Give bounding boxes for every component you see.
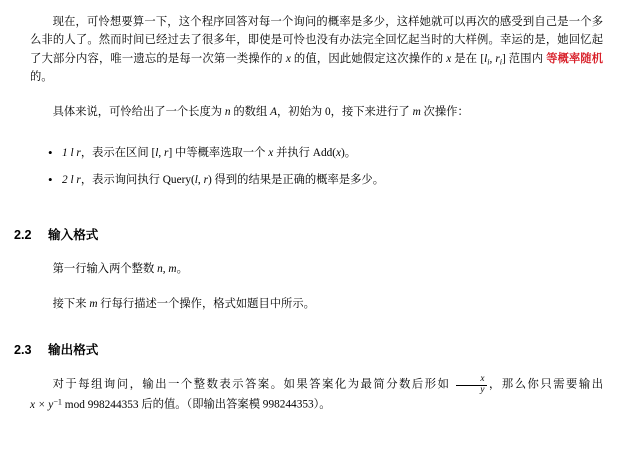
mod-expr-mod: mod 998244353 (64, 398, 139, 411)
paragraph-setup (0, 103, 641, 121)
math-interval-lr-1 (151, 147, 172, 159)
op2-text-2: 得到的结果是正确的概率是多少。 (211, 173, 385, 186)
op1-text-2: 中等概率选取一个 (172, 146, 269, 159)
output-text-1: 对于每组询问，输出一个整数表示答案。如果答案化为最简分数后形如 (52, 378, 455, 391)
math-add-call (313, 147, 345, 159)
math-r-2: r (164, 146, 169, 159)
add-fn-close: ) (341, 146, 345, 159)
comma-sep-2: , (158, 146, 165, 159)
input-line1-text: 第一行输入两个整数 (52, 262, 158, 275)
math-query-call (163, 174, 212, 186)
math-m-2: m (89, 298, 98, 311)
spacer-between-input-paras (0, 278, 641, 295)
query-arg-l: l (194, 173, 198, 186)
output-text-2: ，那么你只需要输出 (487, 378, 603, 391)
math-A: A (270, 106, 277, 119)
math-m-1: m (412, 106, 421, 119)
paragraph-intro (0, 13, 641, 86)
fraction-denominator: y (480, 384, 485, 395)
math-l-subscript: i (487, 56, 490, 66)
comma-sep: , (489, 52, 496, 65)
paragraph-intro-text-1: 现在，可怜想要算一下，这个程序回答对每一个询问的概率是多少，这样她就可以再次的感受到自己是一个多么非的人了。然而时间已经过去了很多年，即使是可怜也没有办法完全回忆起当时的大样例。幸运的是，她回忆起了大部分内容，唯一遗忘的是每一次第一类操作的 (30, 16, 603, 65)
math-mod-expression (30, 399, 139, 411)
bullet-icon: • (48, 144, 53, 160)
op2-text-1: 表示询问执行 (92, 173, 163, 186)
query-fn-close: ) (207, 173, 212, 186)
op2-label: 2 l r (62, 173, 81, 186)
op1-text-1: 表示在区间 (92, 146, 152, 159)
bullet-icon: • (48, 171, 53, 187)
math-x-3: x (268, 146, 274, 159)
paragraph-setup-text-4: 次操作： (420, 106, 469, 119)
query-fn-name: Query( (162, 173, 195, 186)
spacer-after-heading-22 (0, 243, 641, 260)
paragraph-setup-text-2: 的数组 (230, 106, 271, 119)
input-lines-text-1: 接下来 (52, 298, 90, 311)
list-item (48, 171, 603, 189)
top-spacer (0, 0, 641, 13)
paragraph-input-line1 (0, 260, 641, 278)
add-arg: x (336, 146, 342, 159)
section-number: 2.2 (14, 227, 32, 242)
paragraph-intro-text-3: 是在 (451, 52, 481, 65)
mod-expr-exponent: −1 (53, 397, 62, 407)
math-fraction-x-over-y (456, 375, 487, 395)
math-l: l (484, 52, 488, 65)
bracket-close: ] (502, 52, 506, 65)
section-title: 输入格式 (48, 227, 99, 242)
section-heading-output-format (0, 339, 641, 358)
section-title: 输出格式 (48, 343, 99, 358)
paragraph-setup-text-1: 具体来说，可怜给出了一个长度为 (52, 106, 225, 119)
math-interval-li-ri (480, 53, 505, 65)
paragraph-intro-text-4: 范围内 (505, 52, 547, 65)
math-r-subscript: i (499, 56, 502, 66)
input-line1-end: 。 (176, 262, 188, 275)
bracket-close-2: ] (168, 146, 173, 159)
spacer-before-list (0, 122, 641, 144)
mod-expr-base: x × y (30, 398, 54, 411)
output-text-3: 后的值。（即输出答案模 998244353）。 (138, 398, 331, 411)
spacer-after-heading-23 (0, 358, 641, 375)
math-x-1: x (285, 52, 291, 65)
paragraph-input-lines (0, 295, 641, 313)
section-number: 2.3 (14, 343, 32, 358)
op1-label: 1 l r (62, 146, 81, 159)
op1-sep: ， (80, 146, 93, 159)
list-item (48, 144, 603, 162)
spacer-before-section-23 (0, 313, 641, 339)
bracket-open: [ (480, 52, 485, 65)
section-heading-input-format (0, 224, 641, 243)
spacer-before-section-22 (0, 198, 641, 224)
op1-text-4: 。 (344, 146, 357, 159)
math-r: r (495, 52, 500, 65)
paragraph-setup-text-3: ，初始为 0，接下来进行了 (276, 106, 413, 119)
math-l-2: l (155, 146, 159, 159)
add-fn-name: Add( (312, 146, 337, 159)
paragraph-output (0, 375, 641, 414)
fraction-numerator: x (456, 375, 487, 385)
op2-sep: ， (80, 173, 93, 186)
paragraph-intro-text-2: 的值，因此她假定这次操作的 (290, 52, 447, 65)
operation-list (0, 144, 641, 189)
query-arg-r: r (203, 173, 208, 186)
math-x-2: x (446, 52, 452, 65)
math-n-1: n (224, 106, 231, 119)
paragraph-intro-text-5: 的。 (30, 71, 53, 84)
bracket-open-2: [ (151, 146, 156, 159)
input-lines-text-2: 行每行描述一个操作，格式如题目中所示。 (97, 298, 315, 311)
op1-text-3: 并执行 (273, 146, 313, 159)
query-comma: , (197, 173, 204, 186)
math-n-m: n, m (157, 262, 177, 275)
highlight-random: 等概率随机 (546, 52, 603, 65)
spacer-after-intro (0, 86, 641, 103)
